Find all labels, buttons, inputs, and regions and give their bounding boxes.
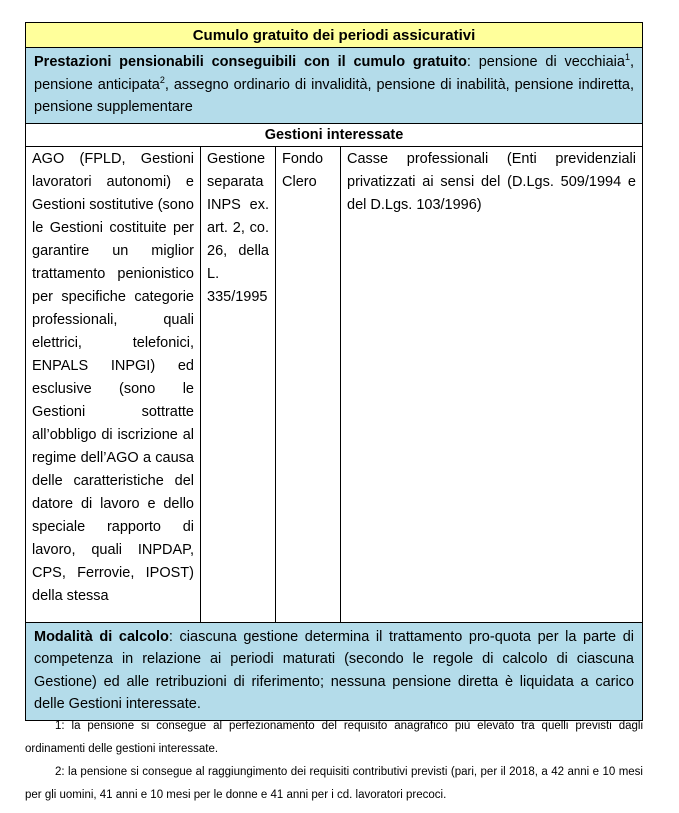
modalita-text: : ciascuna gestione determina il trattamento pro-quota per la parte di competenza in relazione ai periodi maturati (secondo le regole di calcolo di ciascuna Gestione) ed alle retribuzioni di riferimento; nessuna pensione diretta è liquidata a carico delle Gestioni interessate. — [34, 628, 635, 712]
prestazioni-text-1: : pensione di vecchiaia — [466, 54, 625, 70]
gestioni-col-separata: Gestione separata INPS ex. art. 2, co. 26, della L. 335/1995 — [201, 146, 276, 622]
modalita-label: Modalità di calcolo — [34, 628, 169, 645]
gestioni-col-clero: Fondo Clero — [276, 146, 341, 622]
modalita-cell — [26, 622, 643, 720]
gestioni-col-casse: Casse professionali (Enti previdenziali privatizzati ai sensi del (D.Lgs. 509/1994 e del D.Lgs. 103/1996) — [341, 146, 643, 622]
footnote-1: 1: la pensione si consegue al perfezionamento del requisito anagrafico più elevato tra quelli previsti dagli ordinamenti delle gestioni interessate. — [25, 720, 643, 755]
footnote-ref-2: 2 — [159, 74, 165, 85]
cumulo-table — [25, 22, 643, 721]
footnote-ref-1: 1 — [624, 52, 630, 63]
gestioni-heading: Gestioni interessate — [26, 123, 643, 146]
prestazioni-text-2: , pensione anticipata — [34, 54, 634, 93]
document — [25, 22, 643, 721]
footnotes — [25, 715, 643, 807]
table-title: Cumulo gratuito dei periodi assicurativi — [26, 23, 643, 48]
footnote-2: 2: la pensione si consegue al raggiungimento dei requisiti contributivi previsti (pari, per il 2018, a 42 anni e 10 mesi per gli uomini, 41 anni e 10 mesi per le donne e 41 anni per i cd. lavoratori precoci. — [25, 766, 643, 801]
prestazioni-cell — [26, 48, 643, 124]
prestazioni-label: Prestazioni pensionabili conseguibili con il cumulo gratuito — [34, 54, 467, 70]
prestazioni-text-3: , assegno ordinario di invalidità, pensione di inabilità, pensione indiretta, pensione supplementare — [34, 76, 634, 115]
gestioni-col-ago: AGO (FPLD, Gestioni lavoratori autonomi) e Gestioni sostitutive (sono le Gestioni costituite per garantire un miglior trattamento penionistico per specifiche categorie professionali, quali elettrici, telefonici, ENPALS INPGI) ed esclusive (sono le Gestioni sottratte all’obbligo di iscrizione al regime dell’AGO a causa delle caratteristiche del datore di lavoro e dello speciale rapporto di lavoro, quali INPDAP, CPS, Ferrovie, IPOST) della stessa — [26, 146, 201, 622]
